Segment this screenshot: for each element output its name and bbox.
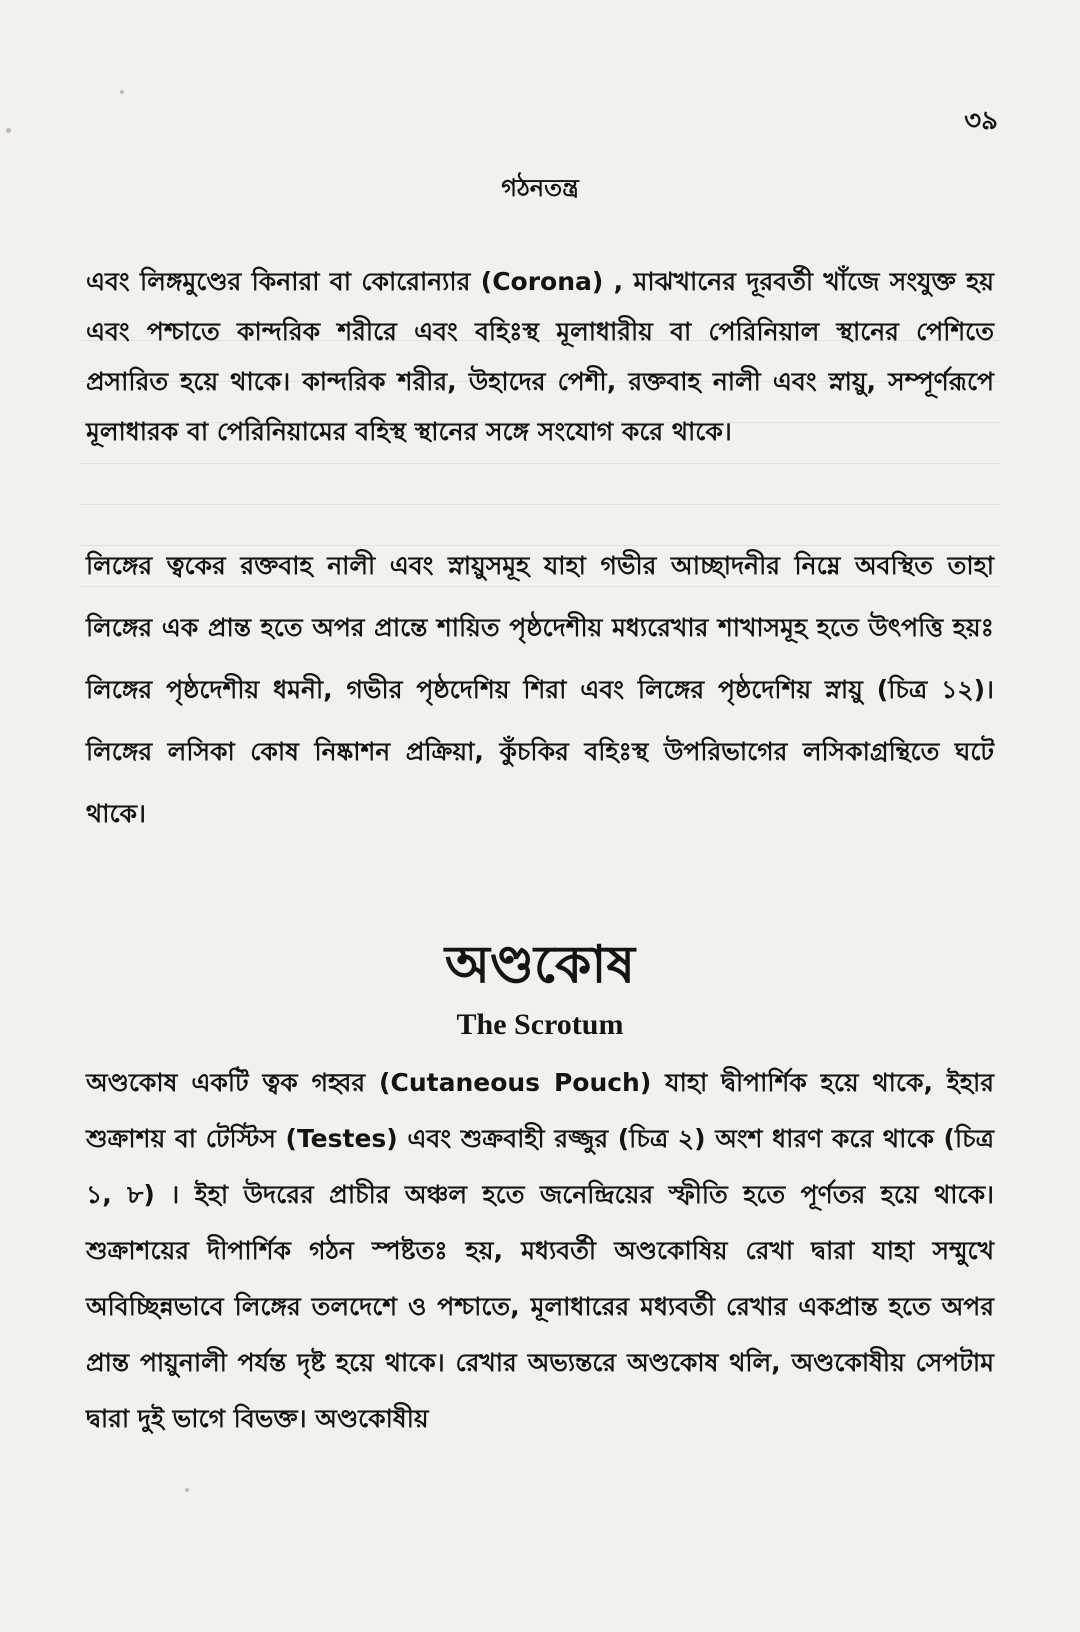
page-speck [120,90,124,94]
running-head: গঠনতন্ত্র [501,174,579,202]
page-number: ৩৯ [964,106,998,136]
body-paragraph: এবং লিঙ্গমুণ্ডের কিনারা বা কোরোন্যার (Corona) , মাঝখানের দূরবর্তী খাঁজে সংযুক্ত হয় এবং পশ্চাতে কান্দরিক শরীরে এবং বহিঃস্থ মূলাধারীয় বা পেরিনিয়াল স্থানের পেশিতে প্রসারিত হয়ে থাকে। কান্দরিক শরীর, উহাদের পেশী, রক্তবাহ নালী এবং স্নায়ু, সম্পূর্ণরূপে মূলাধারক বা পেরিনিয়ামের বহিস্থ স্থানের সঙ্গে সংযোগ করে থাকে। [86,267,994,446]
body-paragraph: লিঙ্গের ত্বকের রক্তবাহ নালী এবং স্নায়ুসমূহ যাহা গভীর আচ্ছাদনীর নিম্নে অবস্থিত তাহা লিঙ্গের এক প্রান্ত হতে অপর প্রান্তে শায়িত পৃষ্ঠদেশীয় মধ্যরেখার শাখাসমূহ হতে উৎপত্তি হয়ঃ লিঙ্গের পৃষ্ঠদেশীয় ধমনী, গভীর পৃষ্ঠদেশিয় শিরা এবং লিঙ্গের পৃষ্ঠদেশিয় স্নায়ু (চিত্র ১২)। লিঙ্গের লসিকা কোষ নিষ্কাশন প্রক্রিয়া, কুঁচকির বহিঃস্থ উপরিভাগের লসিকাগ্রন্থিতে ঘটে থাকে। [86,551,994,828]
section-title: অণ্ডকোষ [444,935,636,995]
section-subtitle: The Scrotum [456,1008,624,1041]
page-speck [6,128,11,133]
page-speck [185,1488,189,1492]
body-paragraph: অণ্ডকোষ একটি ত্বক গহ্বর (Cutaneous Pouch) যাহা দ্বীপার্শিক হয়ে থাকে, ইহার শুক্রাশয় বা টেস্টিস (Testes) এবং শুক্রবাহী রজ্জুর (চিত্র ২) অংশ ধারণ করে থাকে (চিত্র ১, ৮) । ইহা উদরের প্রাচীর অঞ্চল হতে জনেন্দ্রিয়ের স্ফীতি হতে পূর্ণতর হয়ে থাকে। শুক্রাশয়ের দীপার্শিক গঠন স্পষ্টতঃ হয়, মধ্যবর্তী অণ্ডকোষিয় রেখা দ্বারা যাহা সম্মুখে অবিচ্ছিন্নভাবে লিঙ্গের তলদেশে ও পশ্চাতে, মূলাধারের মধ্যবর্তী রেখার একপ্রান্ত হতে অপর প্রান্ত পায়ুনালী পর্যন্ত দৃষ্ট হয়ে থাকে। রেখার অভ্যন্তরে অণ্ডকোষ থলি, অণ্ডকোষীয় সেপটাম দ্বারা দুই ভাগে বিভক্ত। অণ্ডকোষীয় [86,1068,994,1433]
